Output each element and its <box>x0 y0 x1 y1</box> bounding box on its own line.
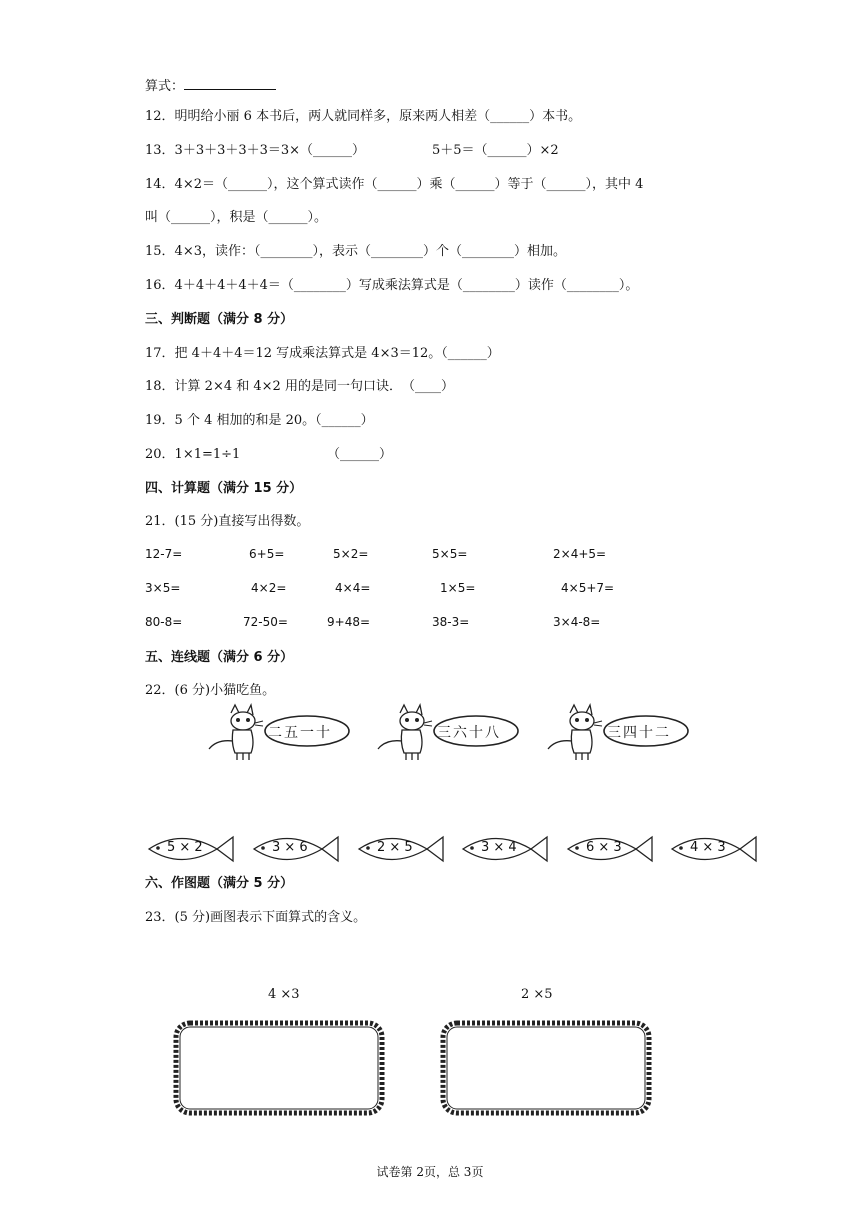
calc-item: 3×4-8= <box>553 615 601 629</box>
fish-card-2[interactable] <box>250 832 342 866</box>
q11-formula-label: 算式： <box>145 79 185 94</box>
section-5-title: 五、连线题（满分 6 分） <box>145 650 294 665</box>
section-3-title: 三、判断题（满分 8 分） <box>145 312 294 327</box>
calc-item: 3×5= <box>145 581 181 595</box>
cat-card-1[interactable] <box>203 703 363 763</box>
question-17: 17．把 4＋4＋4＝12 写成乘法算式是 4×3＝12。（______） <box>145 346 500 361</box>
calc-item: 12-7= <box>145 547 183 561</box>
cat-verse: 三六十八 <box>437 725 501 741</box>
calc-item: 4×2= <box>251 581 287 595</box>
fish-label: 2 × 5 <box>377 840 413 855</box>
draw-label-2: 2 ×5 <box>521 987 553 1002</box>
question-19: 19．5 个 4 相加的和是 20。（______） <box>145 413 374 428</box>
question-16: 16．4＋4＋4＋4＋4＝（________）写成乘法算式是（________）读作（________）。 <box>145 278 639 293</box>
cat-verse: 三四十二 <box>607 725 671 741</box>
question-13b: 5＋5＝（______）×2 <box>432 143 559 158</box>
question-15: 15．4×3，读作：（________），表示（________）个（________）相加。 <box>145 244 566 259</box>
cat-card-2[interactable] <box>372 703 532 763</box>
question-12: 12．明明给小丽 6 本书后，两人就同样多，原来两人相差（______）本书。 <box>145 109 582 124</box>
draw-label-1: 4 ×3 <box>268 987 300 1002</box>
calc-item: 2×4+5= <box>553 547 607 561</box>
question-20-blank: （______） <box>327 447 393 462</box>
section-4-title: 四、计算题（满分 15 分） <box>145 481 303 496</box>
calc-item: 5×5= <box>432 547 468 561</box>
calc-item: 6+5= <box>249 547 285 561</box>
question-22: 22．(6 分)小猫吃鱼。 <box>145 683 276 698</box>
fish-card-3[interactable] <box>355 832 447 866</box>
question-20: 20．1×1=1÷1 <box>145 447 241 462</box>
calc-item: 80-8= <box>145 615 183 629</box>
fish-label: 4 × 3 <box>690 840 726 855</box>
fish-label: 5 × 2 <box>167 840 203 855</box>
fish-card-1[interactable] <box>145 832 237 866</box>
calc-item: 5×2= <box>333 547 369 561</box>
question-18: 18．计算 2×4 和 4×2 用的是同一句口诀． （____） <box>145 379 454 394</box>
fish-card-4[interactable] <box>459 832 551 866</box>
calc-item: 4×4= <box>335 581 371 595</box>
question-13a: 13．3＋3＋3＋3＋3＝3×（______） <box>145 143 366 158</box>
fish-label: 3 × 6 <box>272 840 308 855</box>
fish-label: 6 × 3 <box>586 840 622 855</box>
q11-formula-line <box>145 77 276 96</box>
drawing-frame-2[interactable] <box>439 1019 653 1117</box>
fish-card-6[interactable] <box>668 832 760 866</box>
calc-item: 9+48= <box>327 615 371 629</box>
q11-answer-blank[interactable] <box>184 77 276 90</box>
cat-card-3[interactable] <box>542 703 702 763</box>
question-14a: 14．4×2＝（______），这个算式读作（______）乘（______）等于（______），其中 4 <box>145 177 644 192</box>
calc-item: 1×5= <box>440 581 476 595</box>
question-14b: 叫（______），积是（______）。 <box>145 210 328 225</box>
fish-card-5[interactable] <box>564 832 656 866</box>
calc-item: 38-3= <box>432 615 470 629</box>
calc-item: 4×5+7= <box>561 581 615 595</box>
question-23: 23．(5 分)画图表示下面算式的含义。 <box>145 910 367 925</box>
drawing-frame-1[interactable] <box>172 1019 386 1117</box>
cat-verse: 二五一十 <box>268 725 332 741</box>
calc-item: 72-50= <box>243 615 288 629</box>
fish-label: 3 × 4 <box>481 840 517 855</box>
section-6-title: 六、作图题（满分 5 分） <box>145 876 294 891</box>
question-21: 21．(15 分)直接写出得数。 <box>145 514 310 529</box>
page-footer: 试卷第 2页，总 3页 <box>376 1165 484 1179</box>
